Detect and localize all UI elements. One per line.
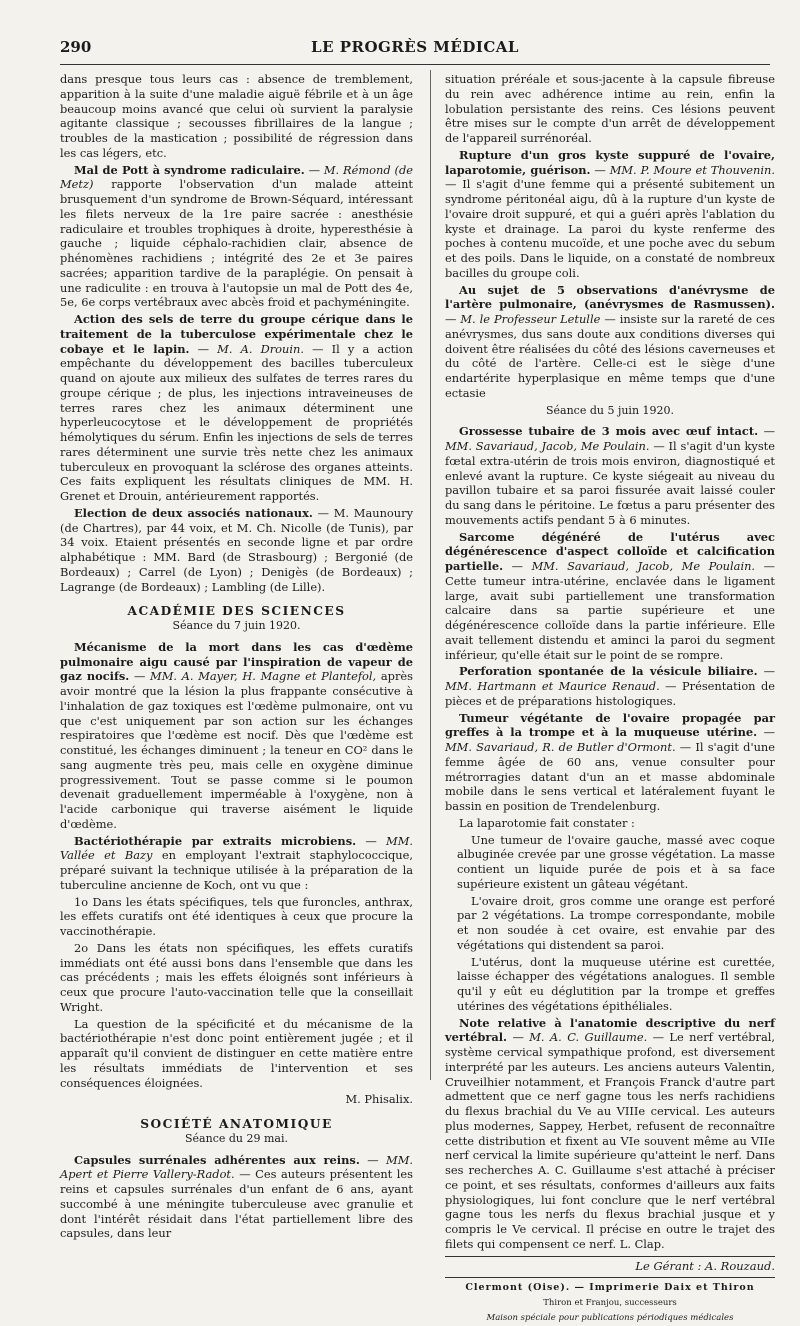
finding-uterus: L'utérus, dont la muqueuse utérine est curettée, laisse échapper des végétations analogues. Il semble qu'il y eût eu déglutition par la trompe et greffes utérines des végétations épithéliales. (457, 954, 775, 1013)
article-author: — M. le Professeur Letulle (445, 312, 601, 326)
journal-title: LE PROGRÈS MÉDICAL (311, 38, 519, 56)
article-title: Perforation spontanée de la vésicule biliaire. (459, 664, 758, 679)
laparotomie-line: La laparotomie fait constater : (459, 815, 635, 830)
article-title: Capsules surrénales adhérentes aux reins. (74, 1152, 360, 1167)
footer-rule (445, 1277, 775, 1278)
article-nerf (445, 1016, 775, 1252)
article-author: — MM. Savariaud, Jacob, Me Poulain. (445, 424, 775, 453)
article-pott (60, 163, 413, 311)
article-bacterio (60, 834, 413, 893)
bacterio-point-3: La question de la spécificité et du mécanisme de la bactériothérapie n'est donc point entièrement jugée ; et il apparaît qu'il convient de distinguer en cette matière entre les résultats immédiats de l'intervention et ses conséquences éloignées. (60, 1016, 413, 1090)
footer-rule (445, 1256, 775, 1257)
article-author: — M. A. C. Guillaume. (512, 1030, 648, 1045)
article-ovaire (445, 148, 775, 281)
article-body: Etaient présentés en seconde ligne et par ordre alphabétique : MM. Bard (de Strasbourg) ; Bergonié (de Bordeaux) ; Carrel (de Lyon) ; Denigès (de Bordeaux) ; Lagrange (de Bordeaux) ; Lambling (de Lille). (60, 535, 413, 594)
article-author: — M. Rémond (de Metz) (60, 162, 413, 192)
signature: M. Phisalix. (345, 1092, 413, 1107)
article-body: — Il s'agit d'une femme âgée de 60 ans, venue consulter pour métrorragies datant d'un an et masse abdominale mobile dans le sens vertical et latéralement fuyant le bassin en position de Trendelenburg. (445, 740, 776, 813)
article-title: Action des sels de terre du groupe cérique dans le traitement de la tuberculose expérimentale chez le cobaye et le lapin. (60, 312, 413, 356)
finding-ovaire-droit: L'ovaire droit, gros comme une orange est perforé par 2 végétations. La trompe correspondante, mobile et non soudée à cet ovaire, est envahie par des végétations qui distendent sa paroi. (457, 893, 775, 952)
article-title: Sarcome dégénéré de l'utérus avec dégénérescence d'aspect colloïde et calcification partielle. (445, 529, 775, 573)
article-author: — MM. Savariaud, R. de Butler d'Ormont. (445, 725, 776, 754)
article-ceriques (60, 312, 413, 504)
session-date: Séance du 7 juin 1920. (172, 619, 301, 632)
column-divider (430, 70, 431, 1080)
article-body: rapporte l'observation d'un malade atteint brusquement d'un syndrome de Brown-Séquard, intéressant les filets nerveux de la 1re paire sacrée : anesthésie radiculaire et troubles trophiques à droite, hyperesthésie à gauche ; liquide céphalo-rachidien clair, absence de phénomènes rachidiens ; intégrité des 2e et 3e paires sacrées; apparition tardive de la paraplégie. On pensait à une radiculite : en trouva à l'autopsie un mal de Pott des 4e, 5e, 6e corps vertébraux avec abcès froid et pachyméningite. (60, 177, 413, 310)
session-date: Séance du 29 mai. (185, 1131, 288, 1145)
article-grossesse (445, 424, 775, 527)
article-author: — MM. Savariaud, Jacob, Me Poulain. (511, 559, 756, 573)
article-body: — Présentation de pièces et de préparations histologiques. (445, 679, 775, 708)
bacterio-point-2: 2o Dans les états non spécifiques, les effets curatifs immédiats ont été aussi bons dans l'ensemble que dans les cas précédents ; mais les effets éloignés sont inférieurs à ceux que procure l'auto-vaccination telle que la conseillait Wright. (60, 940, 413, 1014)
imprint-successors: Thiron et Franjou, successeurs (543, 1298, 677, 1308)
article-title: Rupture d'un gros kyste suppuré de l'ovaire, laparotomie, guérison. (445, 147, 775, 177)
bacterio-point-1: 1o Dans les états spécifiques, tels que furoncles, anthrax, les effets curatifs ont été identiques à ceux que procure la vaccinothérapie. (60, 894, 413, 938)
article-body: — insiste sur la rareté de ces anévrysmes, dus sans doute aux conditions diverses qui doivent être réalisées du côté des lésions caverneuses et du côté de l'artère. Celle-ci est le siège d'une endartérite hyperplasique en même temps que d'une ectasie (445, 312, 775, 400)
article-body: — Il s'agit d'une femme qui a présenté subitement un syndrome péritonéal aigu, dû à la rupture d'un kyste de l'ovaire droit suppuré, et qui a guéri après l'ablation du kyste et drainage. La paroi du kyste renferme des poches à contenu mucoïde, et une poche avec du sebum et des poils. Dans le liquide, on a constaté de nombreux bacilles du groupe coli. (445, 177, 775, 280)
article-title: Mécanisme de la mort dans les cas d'œdème pulmonaire aigu causé par l'inspiration de vapeur de gaz nocifs. (60, 639, 413, 684)
capsules-continued: situation préréale et sous-jacente à la capsule fibreuse du rein avec adhérence intime au rein, enfin la lobulation persistante des reins. Ces lésions peuvent être mises sur le compte d'un arrêt de développement de l'appareil surrénoréal. (445, 72, 775, 145)
article-body: en employant l'extrait staphylococcique, préparé suivant la technique utilisée à la préparation de la tuberculine ancienne de Koch, ont vu que : (60, 848, 414, 892)
section-title-academie: ACADÉMIE DES SCIENCES (127, 604, 346, 619)
article-body: — Il y a action empêchante du développement des bacilles tuberculeux quand on ajoute aux milieux des sulfates de terres rares du groupe cérique ; de plus, les injections intraveineuses de terres rares chez les animaux déterminent une hyperleucocytose et le développement de propriétés hémolytiques du sérum. Enfin les injections de sels de terres rares déterminent une survie très nette chez les animaux tuberculeux en provoquant la sclérose des organes atteints. Ces faits expliquent les résultats cliniques de MM. H. Grenet et Drouin, antérieurement rapportés. (60, 341, 413, 503)
article-author: — MM. Vallée et Bazy (60, 833, 413, 863)
page-number: 290 (60, 38, 92, 56)
article-author: — MM. Apert et Pierre Vallery-Radot. (60, 1152, 414, 1182)
article-capsules (60, 1153, 413, 1242)
intro-paragraph: dans presque tous leurs cas : absence de tremblement, apparition à la suite d'une maladie aiguë fébrile et à un âge beaucoup moins avancé que celui où survient la paralysie agitante classique ; secousses fibrillaires de la langue ; troubles de la mastication ; possibilité de régression dans les cas légers, etc. (60, 72, 413, 160)
article-title: Note relative à l'anatomie descriptive du nerf vertébral. (445, 1015, 775, 1045)
article-author: — M. Maunoury (de Chartres), par 44 voix, et M. Ch. Nicolle (de Tunis), par 34 voix. (60, 505, 413, 550)
right-column (445, 72, 775, 1326)
article-election (60, 506, 413, 595)
article-perforation (445, 664, 775, 708)
article-title: Election de deux associés nationaux. (74, 505, 313, 520)
imprint-maison: Maison spéciale pour publications périodiques médicales (486, 1312, 734, 1323)
article-author: — MM. Hartmann et Maurice Renaud. (445, 664, 775, 693)
article-title: Mal de Pott à syndrome radiculaire. (74, 162, 305, 177)
article-title: Bactériothérapie par extraits microbiens. (74, 833, 357, 848)
finding-ovaire-gauche: Une tumeur de l'ovaire gauche, massé avec coque albuginée crevée par une grosse végétation. La masse contient un liquide purée de pois et à sa face supérieure existent un gâteau végétant. (457, 832, 775, 891)
article-author: — MM. A. Mayer, H. Magne et Plantefol, (133, 669, 377, 684)
session-date: Séance du 5 juin 1920. (545, 403, 675, 417)
article-title: Grossesse tubaire de 3 mois avec œuf intact. (459, 424, 759, 439)
article-body: — Ces auteurs présentent les reins et capsules surrénales d'un enfant de 6 ans, ayant succombé à une méningite tuberculeuse avec granulie et dont l'intérêt résidait dans l'état partiellement libre des capsules, dans leur (60, 1167, 414, 1241)
article-author: — MM. P. Moure et Thouvenin. (594, 162, 775, 177)
left-column (60, 72, 413, 1243)
article-body: — Cette tumeur intra-utérine, enclavée dans le ligament large, avait subi partiellement une transformation calcaire dans sa partie supérieure et une dégénérescence colloïde dans la partie inférieure. Elle avait tellement distendu et aminci la paroi du segment inférieur, qu'elle était sur le point de se rompre. (445, 559, 775, 662)
article-tumeur (445, 711, 775, 814)
section-title-societe: SOCIÉTÉ ANATOMIQUE (140, 1117, 333, 1131)
page-header (60, 38, 770, 60)
article-title: Tumeur végétante de l'ovaire propagée par greffes à la trompe et à la muqueuse utérine. (445, 710, 775, 740)
article-body: après avoir montré que la lésion la plus frappante consécutive à l'inhalation de gaz toxiques est l'œdème pulmonaire, ont vu que c'est uniquement par son action sur les échanges respiratoires que l'œdème est nocif. Dès que l'œdème est constitué, les échanges diminuent ; la teneur en CO² dans le sang augmente très peu, mais celle en oxygène diminue progressivement. Tout se passe comme si le poumon devenait graduellement imperméable à l'oxygène, non à l'acide carbonique qui traverse aisément le liquide d'œdème. (60, 669, 413, 831)
article-anevrysme (445, 283, 775, 401)
article-author: — M. A. Drouin. (197, 341, 304, 356)
gerant-line: Le Gérant : A. Rouzaud. (635, 1258, 775, 1273)
header-rule (60, 64, 770, 65)
article-body: — Il s'agit d'un kyste fœtal extra-utérin de trois mois environ, diagnostiqué et enlevé avant la rupture. Ce kyste siégeait au niveau du pavillon tubaire et sa paroi fissurée avait laissé couler du sang dans le péritoine. Le fœtus a paru présenter des mouvements actifs pendant 5 à 6 minutes. (445, 439, 775, 527)
imprint-line: Clermont (Oise). — Imprimerie Daix et Thiron (465, 1282, 755, 1294)
article-mort (60, 640, 413, 832)
article-sarcome (445, 530, 775, 663)
article-body: — Le nerf vertébral, système cervical sympathique profond, est diversement interprété par les auteurs. Les anciens auteurs Valentin, Cruveilhier notamment, et François Franck d'autre part admettent que ce nerf gagne tous les nerfs rachidiens du flexus brachial du Ve au VIIIe cervical. Les auteurs plus modernes, Sappey, Herbet, refusent de reconnaître cette distribution et fixent au VIe souvent même au VIIe nerf cervical la limite supérieure qu'atteint le nerf. Dans ses recherches A. C. Guillaume s'est attaché à préciser ce point, et ses résultats, conformes d'ailleurs aux faits physiologiques, lui font conclure que le nerf vertébral gagne tous les nerfs du flexus brachial jusque et y compris le Ve cervical. Il précise en outre le trajet des filets qui compensent ce nerf. (445, 1030, 776, 1251)
article-title: Au sujet de 5 observations d'anévrysme de l'artère pulmonaire, (anévrysmes de Rasmussen). (445, 282, 775, 312)
signature: L. Clap. (619, 1236, 665, 1251)
